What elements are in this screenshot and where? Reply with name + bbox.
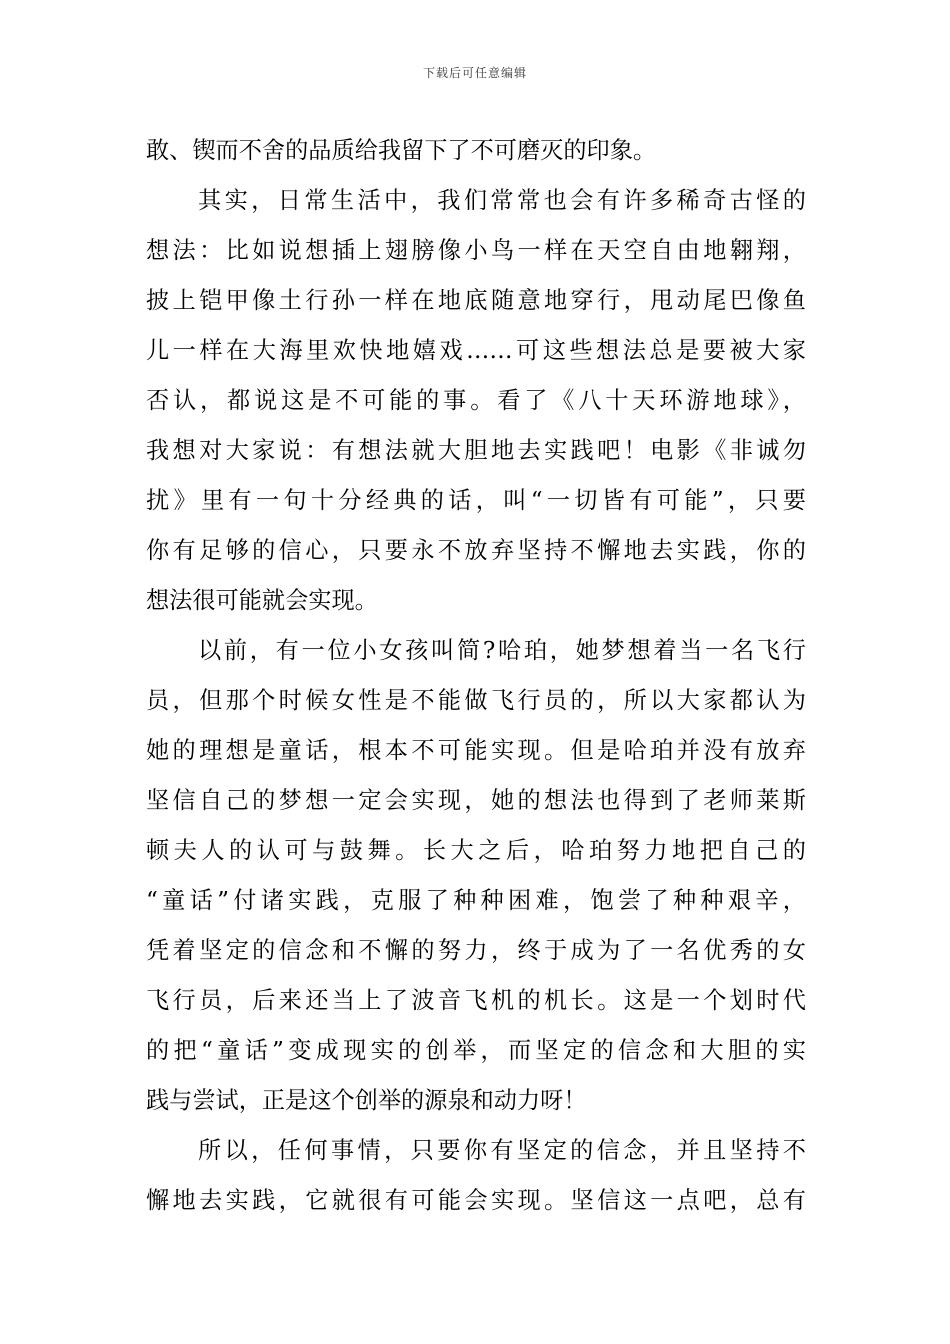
text-line: 飞行员，后来还当上了波音飞机的机长。这是一个划时代 — [146, 987, 806, 1014]
text-line: 想法：比如说想插上翅膀像小鸟一样在天空自由地翱翔， — [146, 237, 806, 264]
text-line: “童话”付诸实践，克服了种种困难，饱尝了种种艰辛， — [146, 887, 806, 914]
text-line: 践与尝试，正是这个创举的源泉和动力呀！ — [146, 1087, 587, 1114]
text-line: 坚信自己的梦想一定会实现，她的想法也得到了老师莱斯 — [146, 787, 806, 814]
text-line: 凭着坚定的信念和不懈的努力，终于成为了一名优秀的女 — [146, 937, 806, 964]
text-line: 的把“童话”变成现实的创举，而坚定的信念和大胆的实 — [146, 1037, 806, 1064]
paragraph-first-line: 其实，日常生活中，我们常常也会有许多稀奇古怪的 — [198, 187, 806, 214]
text-line: 我想对大家说：有想法就大胆地去实践吧！电影《非诚勿 — [146, 437, 806, 464]
text-line: 懈地去实践，它就很有可能会实现。坚信这一点吧，总有 — [146, 1187, 806, 1214]
paragraph-first-line: 所以，任何事情，只要你有坚定的信念，并且坚持不 — [198, 1137, 806, 1164]
text-line: 想法很可能就会实现。 — [146, 587, 378, 614]
text-line: 敢、锲而不舍的品质给我留下了不可磨灭的印象。 — [146, 137, 657, 164]
text-line: 你有足够的信心，只要永不放弃坚持不懈地去实践，你的 — [146, 537, 806, 564]
text-line: 儿一样在大海里欢快地嬉戏……可这些想法总是要被大家 — [146, 337, 806, 364]
page-header-note: 下载后可任意编辑 — [422, 66, 527, 80]
document-body — [146, 126, 806, 1226]
text-line: 员，但那个时候女性是不能做飞行员的，所以大家都认为 — [146, 687, 806, 714]
text-line: 披上铠甲像土行孙一样在地底随意地穿行，甩动尾巴像鱼 — [146, 287, 806, 314]
text-line: 扰》里有一句十分经典的话，叫“一切皆有可能”，只要 — [146, 487, 806, 514]
text-line: 顿夫人的认可与鼓舞。长大之后，哈珀努力地把自己的 — [146, 837, 806, 864]
paragraph-first-line: 以前，有一位小女孩叫简?哈珀，她梦想着当一名飞行 — [198, 637, 806, 664]
text-line: 否认，都说这是不可能的事。看了《八十天环游地球》， — [146, 387, 806, 414]
text-line: 她的理想是童话，根本不可能实现。但是哈珀并没有放弃 — [146, 737, 806, 764]
